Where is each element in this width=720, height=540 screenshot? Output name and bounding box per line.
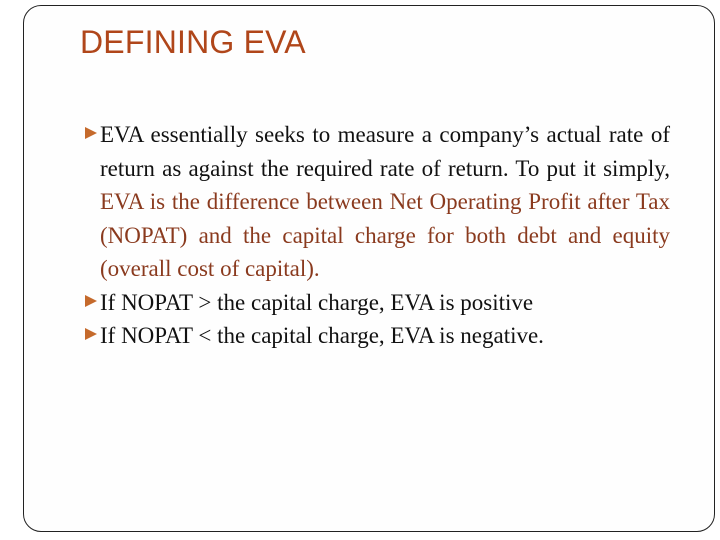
bullet-item-definition: [86, 118, 670, 286]
bullet-text: If NOPAT < the capital charge, EVA is negative.: [100, 323, 544, 348]
triangle-bullet-icon: [85, 328, 97, 340]
bullet-list: [86, 118, 670, 353]
bullet-text: [100, 122, 670, 281]
bullet-lead-text: EVA essentially seeks to measure a company’s actual rate of return as against the required rate of return. To put it simply,: [100, 122, 670, 181]
triangle-bullet-icon: [85, 295, 97, 307]
bullet-highlight-text: EVA is the difference between Net Operating Profit after Tax (NOPAT) and the capital charge for both debt and equity (overall cost of capital).: [100, 189, 670, 281]
slide-title: DEFINING EVA: [80, 24, 306, 60]
bullet-item-negative: [86, 319, 670, 353]
triangle-bullet-icon: [85, 127, 97, 139]
bullet-text: If NOPAT > the capital charge, EVA is positive: [100, 289, 534, 315]
bullet-item-positive: [86, 286, 670, 320]
